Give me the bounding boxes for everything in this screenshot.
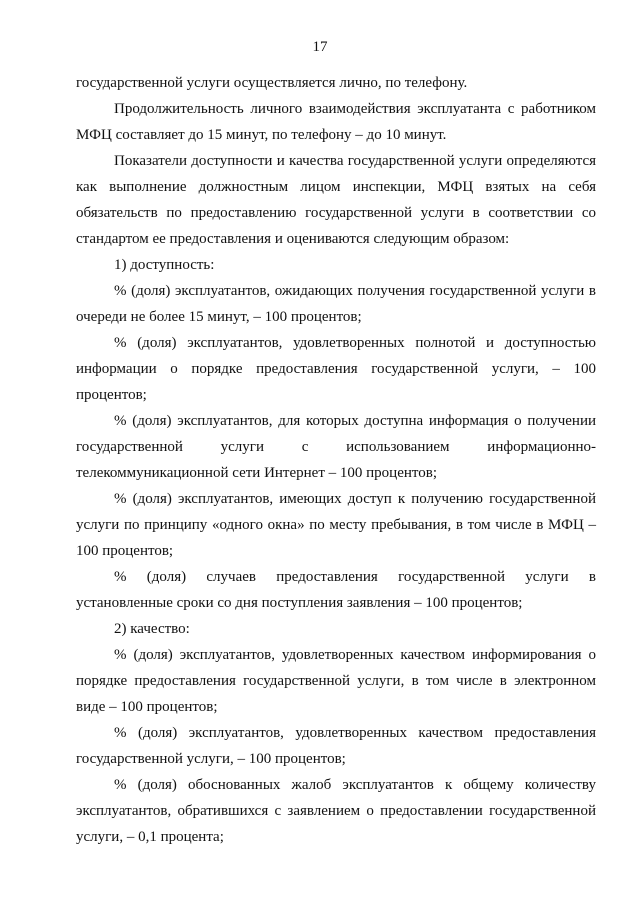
- paragraph-quality-informing: % (доля) эксплуатантов, удовлетворенных качеством информирования о порядке предоставления государственной услуги, в том числе в электронном виде – 100 процентов;: [76, 647, 596, 715]
- paragraph-accessibility-internet: % (доля) эксплуатантов, для которых доступна информация о получении государственной услуги с использованием информационно-телекоммуникационной сети Интернет – 100 процентов;: [76, 413, 596, 481]
- paragraph-quality-service: % (доля) эксплуатантов, удовлетворенных качеством предоставления государственной услуги, – 100 процентов;: [76, 725, 596, 767]
- paragraph-interaction-duration: Продолжительность личного взаимодействия эксплуатанта с работником МФЦ составляет до 15 минут, по телефону – до 10 минут.: [76, 101, 596, 143]
- paragraph-indicators-intro: Показатели доступности и качества государственной услуги определяются как выполнение должностным лицом инспекции, МФЦ взятых на себя обязательств по предоставлению государственной услуги в соответствии со стандартом ее предоставления и оцениваются следующим образом:: [76, 153, 596, 247]
- document-body: [76, 70, 596, 850]
- section-quality-heading: 2) качество:: [114, 621, 190, 637]
- paragraph-accessibility-information: % (доля) эксплуатантов, удовлетворенных полнотой и доступностью информации о порядке предоставления государственной услуги, – 100 процентов;: [76, 335, 596, 403]
- paragraph-accessibility-one-window: % (доля) эксплуатантов, имеющих доступ к получению государственной услуги по принципу «одного окна» по месту пребывания, в том числе в МФЦ – 100 процентов;: [76, 491, 596, 559]
- paragraph-accessibility-deadlines: % (доля) случаев предоставления государственной услуги в установленные сроки со дня поступления заявления – 100 процентов;: [76, 569, 596, 611]
- section-accessibility-heading: 1) доступность:: [114, 257, 215, 273]
- paragraph-continuation: государственной услуги осуществляется лично, по телефону.: [76, 75, 468, 91]
- paragraph-accessibility-queue: % (доля) эксплуатантов, ожидающих получения государственной услуги в очереди не более 15 минут, – 100 процентов;: [76, 283, 596, 325]
- page-number: 17: [312, 39, 328, 55]
- paragraph-quality-complaints: % (доля) обоснованных жалоб эксплуатантов к общему количеству эксплуатантов, обратившихся с заявлением о предоставлении государственной услуги, – 0,1 процента;: [76, 777, 596, 845]
